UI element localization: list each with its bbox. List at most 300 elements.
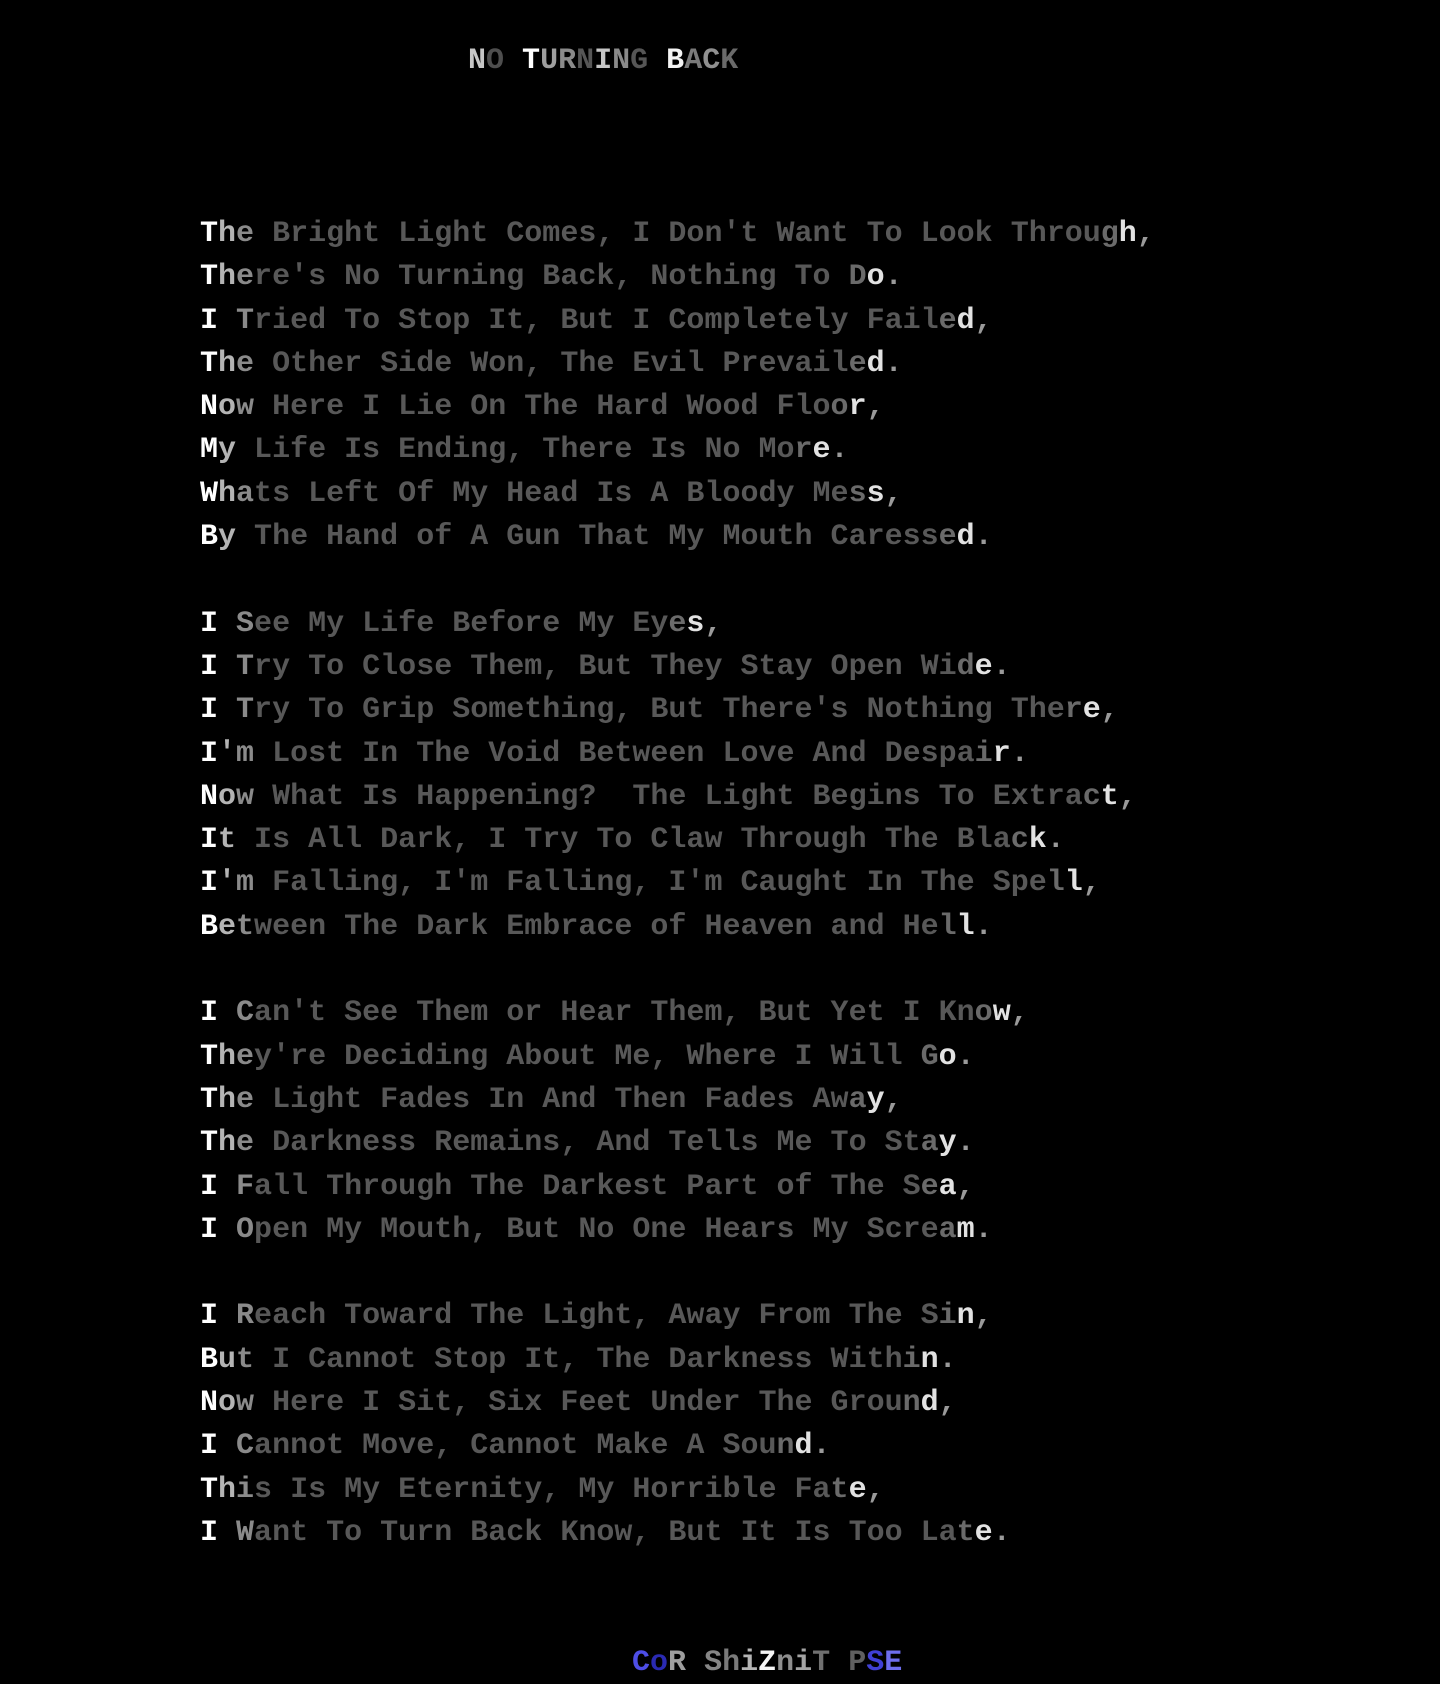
- char: d: [758, 476, 777, 511]
- char: T: [200, 1039, 219, 1074]
- char: n: [956, 1299, 975, 1334]
- char: n: [920, 1342, 939, 1377]
- char: t: [1100, 779, 1119, 814]
- char: B: [200, 520, 219, 555]
- char: r: [848, 1386, 867, 1421]
- char: t: [452, 1342, 471, 1377]
- char: d: [866, 909, 885, 944]
- char: g: [740, 779, 759, 814]
- char: g: [758, 260, 777, 295]
- char: [326, 1473, 344, 1507]
- char: o: [740, 1429, 759, 1464]
- char: I: [902, 996, 921, 1031]
- char: T: [758, 1386, 777, 1421]
- char: [380, 304, 398, 338]
- char: M: [200, 433, 219, 468]
- poem-line: [200, 1469, 1155, 1512]
- char: N: [344, 260, 363, 295]
- char: h: [848, 1169, 867, 1204]
- char: a: [488, 1126, 507, 1161]
- char: I: [650, 433, 669, 468]
- char: A: [668, 1299, 687, 1334]
- char: i: [902, 1342, 921, 1377]
- char: F: [272, 866, 291, 901]
- char: n: [506, 1429, 525, 1464]
- char: [344, 650, 362, 684]
- char: G: [630, 44, 649, 78]
- char: [777, 1040, 795, 1074]
- char: p: [488, 1342, 507, 1377]
- char: d: [956, 520, 975, 555]
- char: H: [902, 909, 921, 944]
- char: s: [902, 779, 921, 814]
- char: t: [290, 346, 309, 381]
- char: c: [578, 260, 597, 295]
- char: [488, 477, 506, 511]
- char: N: [576, 44, 595, 78]
- char: T: [668, 1126, 687, 1161]
- poem-line: [200, 1166, 1155, 1209]
- char: p: [452, 779, 471, 814]
- char: T: [200, 1472, 219, 1507]
- char: [740, 1386, 758, 1420]
- char: t: [686, 260, 705, 295]
- char: i: [308, 217, 327, 251]
- char: w: [614, 1515, 633, 1550]
- char: t: [614, 736, 633, 771]
- char: d: [956, 303, 975, 338]
- char: i: [668, 346, 687, 381]
- char: I: [200, 1515, 219, 1550]
- char: e: [290, 520, 309, 555]
- char: d: [434, 1299, 453, 1334]
- char: M: [596, 1429, 615, 1464]
- char: i: [794, 1646, 813, 1680]
- char: r: [362, 1169, 381, 1204]
- char: S: [236, 606, 255, 641]
- char: s: [902, 520, 921, 555]
- char: s: [272, 823, 291, 858]
- char: [398, 910, 416, 944]
- char: M: [758, 433, 777, 468]
- char: h: [704, 1039, 723, 1074]
- char: A: [542, 1082, 561, 1117]
- char: I: [794, 1515, 813, 1550]
- char: A: [812, 1082, 831, 1117]
- char: h: [218, 476, 237, 511]
- char: N: [650, 260, 669, 295]
- char: a: [848, 520, 867, 555]
- char: s: [740, 1126, 759, 1161]
- char: e: [452, 1126, 471, 1161]
- char: m: [524, 649, 543, 684]
- char: e: [650, 736, 669, 771]
- char: T: [236, 693, 255, 728]
- char: T: [866, 217, 885, 251]
- char: u: [758, 1429, 777, 1464]
- char: [236, 520, 254, 554]
- char: u: [812, 823, 831, 858]
- char: C: [740, 866, 759, 901]
- char: n: [542, 520, 561, 555]
- char: r: [452, 1472, 471, 1507]
- char: d: [416, 346, 435, 381]
- char: [813, 1040, 831, 1074]
- char: O: [470, 390, 489, 425]
- poem-line: [200, 343, 1155, 386]
- char: [632, 996, 650, 1030]
- char: S: [380, 346, 399, 381]
- char: N: [200, 390, 219, 425]
- char: w: [830, 1082, 849, 1117]
- poem-line: [200, 1036, 1155, 1079]
- char: [813, 520, 831, 554]
- char: [488, 520, 506, 554]
- char: [506, 1343, 524, 1377]
- char: t: [218, 823, 237, 858]
- char: [452, 650, 470, 684]
- char: .: [974, 909, 993, 944]
- poem-line: [200, 862, 1155, 905]
- char: l: [866, 1039, 885, 1074]
- char: s: [848, 476, 867, 511]
- poem-line: [200, 429, 1155, 472]
- char: e: [848, 346, 867, 381]
- char: [614, 347, 632, 381]
- char: t: [524, 693, 543, 728]
- char: [867, 737, 885, 771]
- char: n: [542, 779, 561, 814]
- char: A: [812, 736, 831, 771]
- char: [254, 1386, 272, 1420]
- char: I: [200, 1299, 219, 1334]
- char: f: [434, 520, 453, 555]
- char: [903, 650, 921, 684]
- char: [524, 1299, 542, 1333]
- char: u: [578, 303, 597, 338]
- char: [380, 1386, 398, 1420]
- char: i: [722, 260, 741, 295]
- char: [686, 1646, 704, 1680]
- char: o: [794, 823, 813, 858]
- char: L: [398, 217, 417, 251]
- char: i: [488, 1472, 507, 1507]
- char: e: [938, 303, 957, 338]
- char: T: [344, 909, 363, 944]
- char: T: [596, 1342, 615, 1377]
- char: [308, 520, 326, 554]
- char: l: [668, 823, 687, 858]
- char: [560, 520, 578, 554]
- char: t: [704, 1515, 723, 1550]
- char: t: [650, 1169, 669, 1204]
- char: h: [758, 779, 777, 814]
- char: n: [596, 866, 615, 901]
- char: [380, 260, 398, 294]
- char: h: [452, 1212, 471, 1247]
- char: r: [452, 909, 471, 944]
- char: o: [884, 1515, 903, 1550]
- char: n: [668, 1082, 687, 1117]
- char: t: [902, 693, 921, 728]
- char: F: [236, 1169, 255, 1204]
- char: e: [920, 823, 939, 858]
- char: [488, 1213, 506, 1247]
- char: e: [758, 1082, 777, 1117]
- char: o: [596, 1515, 615, 1550]
- char: ': [812, 693, 831, 728]
- char: o: [326, 693, 345, 728]
- char: n: [362, 1342, 381, 1377]
- char: s: [812, 1515, 831, 1550]
- char: l: [974, 823, 993, 858]
- char: y: [596, 1472, 615, 1507]
- char: [524, 1083, 542, 1117]
- char: L: [920, 1515, 939, 1550]
- char: [885, 996, 903, 1030]
- char: r: [848, 390, 867, 425]
- char: S: [722, 1429, 741, 1464]
- char: y: [794, 649, 813, 684]
- char: .: [1010, 736, 1029, 771]
- char: T: [1010, 217, 1029, 251]
- char: o: [506, 736, 525, 771]
- char: e: [236, 217, 255, 251]
- char: r: [776, 823, 795, 858]
- char: a: [542, 476, 561, 511]
- char: s: [380, 1126, 399, 1161]
- char: [218, 1516, 236, 1550]
- char: d: [686, 1386, 705, 1421]
- char: [542, 1516, 560, 1550]
- char: [362, 1213, 380, 1247]
- char: e: [884, 520, 903, 555]
- char: e: [974, 1515, 993, 1550]
- char: l: [722, 1126, 741, 1161]
- char: [452, 1299, 470, 1333]
- char: T: [596, 823, 615, 858]
- char: n: [776, 1646, 795, 1680]
- char: [668, 1040, 686, 1074]
- char: s: [614, 476, 633, 511]
- char: u: [416, 260, 435, 295]
- char: t: [614, 1299, 633, 1334]
- char: h: [1028, 693, 1047, 728]
- char: i: [938, 1299, 957, 1334]
- char: o: [380, 1342, 399, 1377]
- char: i: [344, 866, 363, 901]
- char: ,: [632, 1299, 651, 1334]
- char: I: [596, 476, 615, 511]
- char: s: [542, 1126, 561, 1161]
- char: I: [200, 606, 219, 641]
- char: e: [812, 433, 831, 468]
- char: n: [668, 1386, 687, 1421]
- char: B: [452, 606, 471, 641]
- char: l: [830, 346, 849, 381]
- char: [650, 1126, 668, 1160]
- char: n: [506, 779, 525, 814]
- char: S: [866, 1646, 885, 1680]
- char: W: [236, 1515, 255, 1550]
- char: n: [470, 1472, 489, 1507]
- char: h: [596, 1299, 615, 1334]
- char: C: [308, 1342, 327, 1377]
- char: [795, 1213, 813, 1247]
- char: [867, 1126, 885, 1160]
- char: [326, 1040, 344, 1074]
- char: [686, 1213, 704, 1247]
- char: d: [848, 736, 867, 771]
- char: o: [596, 1212, 615, 1247]
- stanza-2: [200, 603, 1155, 949]
- char: e: [650, 1082, 669, 1117]
- char: e: [290, 303, 309, 338]
- char: a: [488, 1429, 507, 1464]
- char: h: [560, 433, 579, 468]
- char: M: [668, 520, 687, 555]
- char: [290, 1343, 308, 1377]
- char: W: [686, 390, 705, 425]
- char: .: [956, 1039, 975, 1074]
- char: v: [650, 346, 669, 381]
- char: T: [236, 649, 255, 684]
- char: [885, 1170, 903, 1204]
- char: l: [344, 823, 363, 858]
- char: [218, 650, 236, 684]
- char: .: [830, 433, 849, 468]
- char: n: [308, 909, 327, 944]
- char: i: [272, 303, 291, 338]
- char: T: [632, 779, 651, 814]
- char: B: [542, 260, 561, 295]
- char: P: [722, 346, 741, 381]
- char: F: [794, 1472, 813, 1507]
- char: [470, 1083, 488, 1117]
- char: [722, 650, 740, 684]
- char: t: [434, 1212, 453, 1247]
- char: ,: [632, 1515, 651, 1550]
- char: [722, 1516, 740, 1550]
- poem-line: [200, 646, 1155, 689]
- char: [470, 823, 488, 857]
- char: d: [380, 520, 399, 555]
- char: t: [326, 1429, 345, 1464]
- char: y: [866, 1082, 885, 1117]
- char: u: [398, 1169, 417, 1204]
- char: L: [308, 476, 327, 511]
- char: W: [272, 779, 291, 814]
- char: E: [398, 433, 417, 468]
- char: A: [506, 1039, 525, 1074]
- poem-line: [200, 386, 1155, 429]
- char: g: [614, 866, 633, 901]
- char: r: [1046, 217, 1065, 251]
- char: t: [578, 1039, 597, 1074]
- char: B: [272, 217, 291, 251]
- char: o: [650, 1472, 669, 1507]
- char: [831, 1516, 849, 1550]
- char: c: [596, 909, 615, 944]
- char: T: [920, 866, 939, 901]
- char: E: [632, 346, 651, 381]
- char: p: [254, 1212, 273, 1247]
- char: k: [596, 1169, 615, 1204]
- char: T: [614, 1082, 633, 1117]
- char: A: [686, 1429, 705, 1464]
- char: I: [632, 303, 651, 338]
- char: o: [1064, 217, 1083, 251]
- char: a: [236, 476, 255, 511]
- char: e: [1028, 866, 1047, 901]
- char: A: [596, 1126, 615, 1161]
- char: [380, 217, 398, 251]
- char: n: [848, 909, 867, 944]
- char: e: [1082, 693, 1101, 728]
- char: C: [236, 1429, 255, 1464]
- char: a: [398, 823, 417, 858]
- char: i: [398, 693, 417, 728]
- char: e: [578, 1386, 597, 1421]
- char: h: [902, 823, 921, 858]
- char: [849, 866, 867, 900]
- char: [254, 217, 272, 251]
- char: I: [272, 1342, 291, 1377]
- char: [777, 260, 795, 294]
- char: C: [702, 44, 721, 78]
- char: i: [560, 693, 579, 728]
- char: s: [380, 779, 399, 814]
- char: I: [524, 1342, 543, 1377]
- char: [903, 1299, 921, 1333]
- char: o: [686, 303, 705, 338]
- char: r: [578, 1169, 597, 1204]
- poem-line: [200, 256, 1155, 299]
- char: i: [866, 779, 885, 814]
- char: o: [812, 390, 831, 425]
- char: i: [848, 1342, 867, 1377]
- char: [830, 1646, 848, 1680]
- char: i: [704, 1472, 723, 1507]
- char: h: [434, 736, 453, 771]
- char: o: [740, 520, 759, 555]
- char: e: [290, 390, 309, 425]
- char: m: [542, 217, 561, 251]
- char: i: [848, 1039, 867, 1074]
- char: [290, 650, 308, 684]
- char: t: [434, 1386, 453, 1421]
- char: e: [272, 606, 291, 641]
- char: r: [668, 1472, 687, 1507]
- char: t: [362, 217, 381, 251]
- char: F: [560, 1386, 579, 1421]
- char: [758, 390, 776, 424]
- char: ': [452, 866, 471, 901]
- char: S: [992, 866, 1011, 901]
- char: h: [488, 649, 507, 684]
- char: A: [470, 520, 489, 555]
- char: [831, 260, 849, 294]
- char: s: [452, 1082, 471, 1117]
- char: n: [956, 693, 975, 728]
- char: [326, 910, 344, 944]
- char: ': [218, 866, 237, 901]
- char: o: [506, 606, 525, 641]
- char: T: [848, 1515, 867, 1550]
- char: f: [488, 606, 507, 641]
- char: .: [884, 346, 903, 381]
- char: ,: [398, 866, 417, 901]
